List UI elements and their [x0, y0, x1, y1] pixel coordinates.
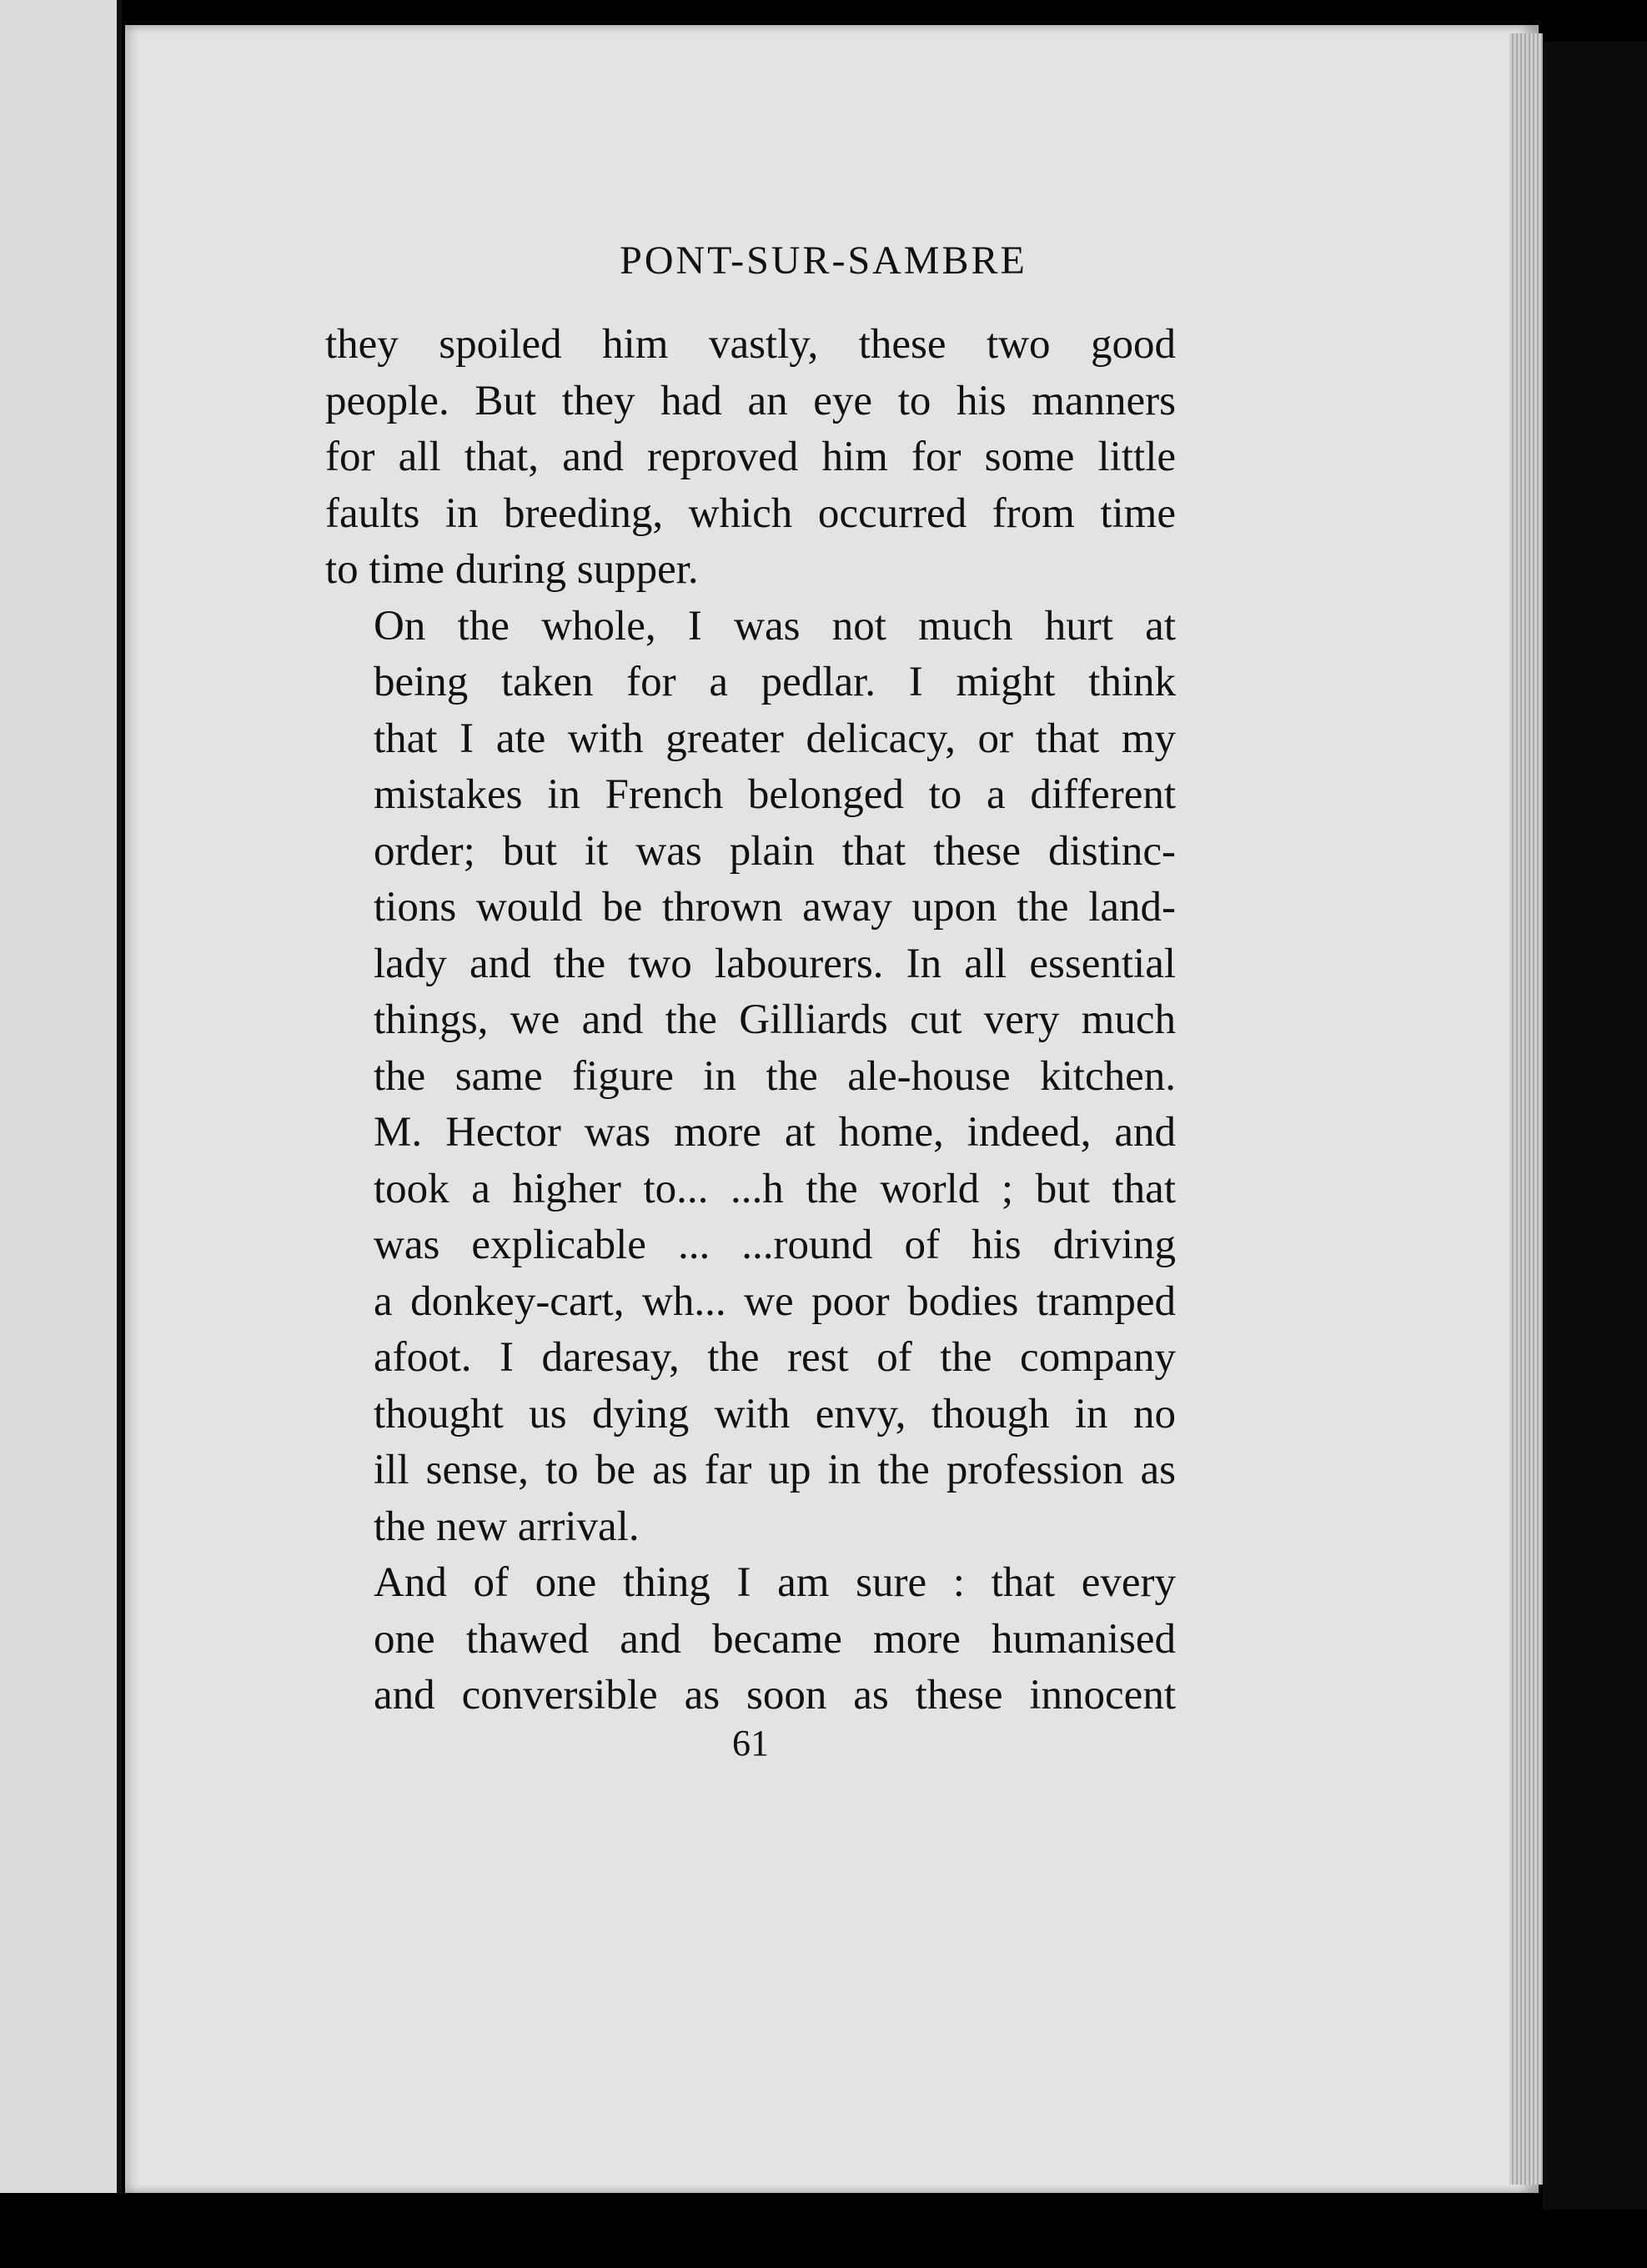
text-line: mistakes in French belonged to a different — [374, 771, 1176, 818]
text-line: for all that, and reproved him for some little — [325, 434, 1176, 480]
text-line: that I ate with greater delicacy, or that my — [374, 715, 1176, 762]
text-line: tions would be thrown away upon the land- — [374, 884, 1176, 931]
text-line: the same figure in the ale-house kitchen. — [374, 1052, 1176, 1100]
text-line: being taken for a pedlar. I might think — [374, 659, 1176, 705]
text-line: afoot. I daresay, the rest of the company — [374, 1334, 1176, 1381]
text-line: took a higher to... ...h the world ; but that — [374, 1165, 1176, 1212]
text-line: was explicable ... ...round of his driving — [374, 1222, 1176, 1268]
page-fore-edge — [1509, 33, 1543, 2185]
page-number: 61 — [732, 1723, 769, 1764]
text-line: one thawed and became more humanised — [374, 1615, 1176, 1663]
text-line: they spoiled him vastly, these two good — [325, 321, 1176, 368]
paragraph — [325, 1555, 1176, 1724]
text-line: and conversible as soon as these innocent — [374, 1672, 1176, 1719]
book-binding — [1543, 42, 1647, 2210]
text-line: thought us dying with envy, though in no — [374, 1390, 1176, 1438]
body-text — [325, 317, 1176, 1724]
text-line: ill sense, to be as far up in the profession as — [374, 1447, 1176, 1493]
text-line: lady and the two labourers. In all essential — [374, 940, 1176, 987]
left-page-edge — [0, 0, 122, 2193]
text-line: faults in breeding, which occurred from time — [325, 489, 1176, 537]
paragraph — [325, 317, 1176, 599]
text-line: M. Hector was more at home, indeed, and — [374, 1109, 1176, 1156]
text-line: order; but it was plain that these distinc- — [374, 827, 1176, 875]
text-line: a donkey-cart, wh... we poor bodies tramped — [374, 1277, 1176, 1325]
text-line: the new arrival. — [374, 1503, 640, 1550]
text-line: to time during supper. — [325, 546, 699, 593]
paragraph — [325, 599, 1176, 1556]
text-line: And of one thing I am sure : that every — [374, 1559, 1176, 1606]
text-line: On the whole, I was not much hurt at — [374, 602, 1176, 650]
text-line: things, we and the Gilliards cut very much — [374, 996, 1176, 1043]
running-head: PONT-SUR-SAMBRE — [620, 238, 1027, 283]
text-line: people. But they had an eye to his manners — [325, 377, 1176, 424]
